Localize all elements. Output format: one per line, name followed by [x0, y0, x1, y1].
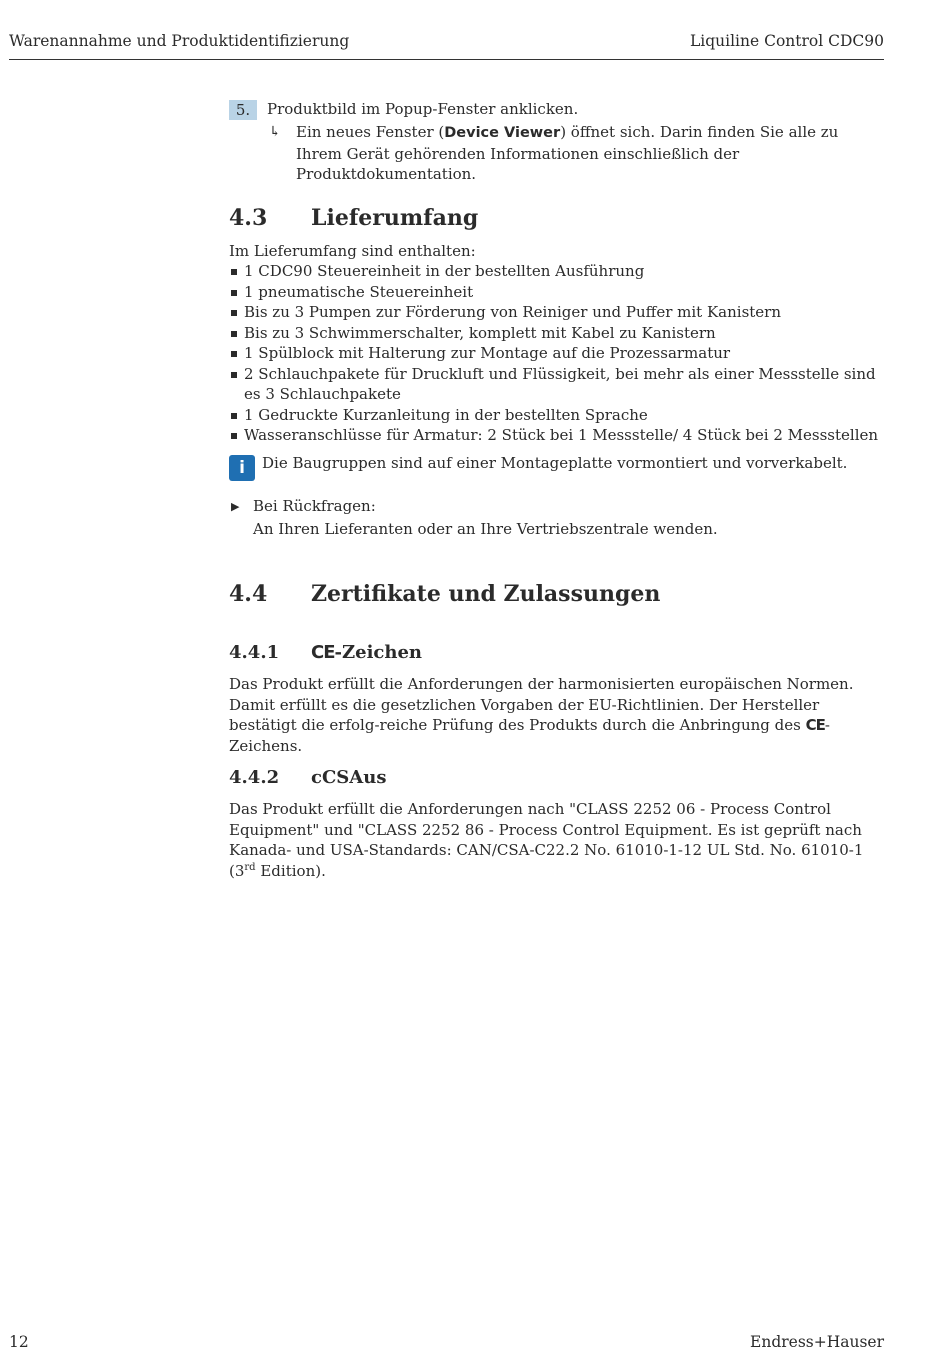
question-label: Bei Rückfragen: — [253, 497, 376, 515]
section-title: Zertifikate und Zulassungen — [311, 581, 661, 607]
section-number: 4.4.2 — [229, 767, 280, 788]
page-number: 12 — [9, 1333, 29, 1351]
step-result-pre: Ein neues Fenster ( — [296, 123, 445, 141]
question-text: An Ihren Lieferanten oder an Ihre Vertriebszentrale wenden. — [253, 520, 718, 538]
list-item: 2 Schlauchpakete für Druckluft und Flüssigkeit, bei mehr als einer Messstelle sind es 3 Schlauchpakete — [229, 364, 879, 405]
ce-paragraph-post: -Zeichens. — [229, 716, 830, 755]
list-item: 1 Gedruckte Kurzanleitung in der bestellten Sprache — [229, 405, 879, 426]
section-title — [311, 641, 422, 665]
section-number: 4.4.1 — [229, 642, 280, 663]
ce-paragraph-pre: Das Produkt erfüllt die Anforderungen der harmonisierten europäischen Normen. Damit erfüllt es die gesetzlichen Vorgaben der EU-Richtlinien. Der Hersteller bestätigt die erfolg-reiche Prüfung des Produkts durch die Anbringung des — [229, 675, 854, 734]
info-icon: i — [229, 455, 255, 481]
scope-intro: Im Lieferumfang sind enthalten: — [229, 242, 476, 260]
step-result — [296, 122, 876, 185]
list-item: 1 CDC90 Steuereinheit in der bestellten Ausführung — [229, 261, 879, 282]
section-number: 4.3 — [229, 205, 268, 231]
ce-mark-inline-icon: CE — [805, 716, 825, 734]
list-item: 1 Spülblock mit Halterung zur Montage auf die Prozessarmatur — [229, 343, 879, 364]
info-note: Die Baugruppen sind auf einer Montageplatte vormontiert und vorverkabelt. — [262, 454, 848, 472]
triangle-bullet-icon: ▶ — [231, 500, 240, 513]
csa-paragraph — [229, 799, 884, 881]
result-arrow-icon: ↳ — [269, 124, 281, 140]
brand-name: Endress+Hauser — [750, 1333, 884, 1351]
list-item: Bis zu 3 Schwimmerschalter, komplett mit Kabel zu Kanistern — [229, 323, 879, 344]
scope-list — [229, 261, 879, 446]
section-title: cCSAus — [311, 767, 387, 788]
list-item: Wasseranschlüsse für Armatur: 2 Stück bei 1 Messstelle/ 4 Stück bei 2 Messstellen — [229, 425, 879, 446]
page-header — [9, 30, 884, 60]
step-result-post: ) öffnet sich. Darin finden Sie alle zu Ihrem Gerät gehörenden Informationen einschließlich der Produktdokumentation. — [296, 123, 839, 183]
csa-paragraph-pre: Das Produkt erfüllt die Anforderungen nach "CLASS 2252 06 - Process Control Equipment" und "CLASS 2252 86 - Process Control Equipment. Es ist geprüft nach Kanada- und USA-Standards: CAN/CSA-C22.2 No. 61010-1-12 UL Std. No. 61010-1 (3 — [229, 800, 864, 880]
ce-paragraph — [229, 674, 884, 756]
list-item: Bis zu 3 Pumpen zur Förderung von Reiniger und Puffer mit Kanistern — [229, 302, 879, 323]
section-title: Lieferumfang — [311, 205, 479, 231]
header-product-name: Liquiline Control CDC90 — [689, 32, 884, 50]
step-instruction: Produktbild im Popup-Fenster anklicken. — [267, 100, 579, 118]
csa-paragraph-sup: rd — [244, 861, 256, 873]
section-number: 4.4 — [229, 581, 268, 607]
section-title-suffix: -Zeichen — [334, 642, 423, 663]
csa-paragraph-post: Edition). — [255, 861, 326, 880]
list-item: 1 pneumatische Steuereinheit — [229, 282, 879, 303]
step-number-badge: 5. — [229, 100, 257, 120]
header-chapter-title: Warenannahme und Produktidentifizierung — [9, 32, 350, 50]
ce-mark-icon: CE — [311, 642, 335, 663]
device-viewer-term: Device Viewer — [444, 125, 561, 141]
